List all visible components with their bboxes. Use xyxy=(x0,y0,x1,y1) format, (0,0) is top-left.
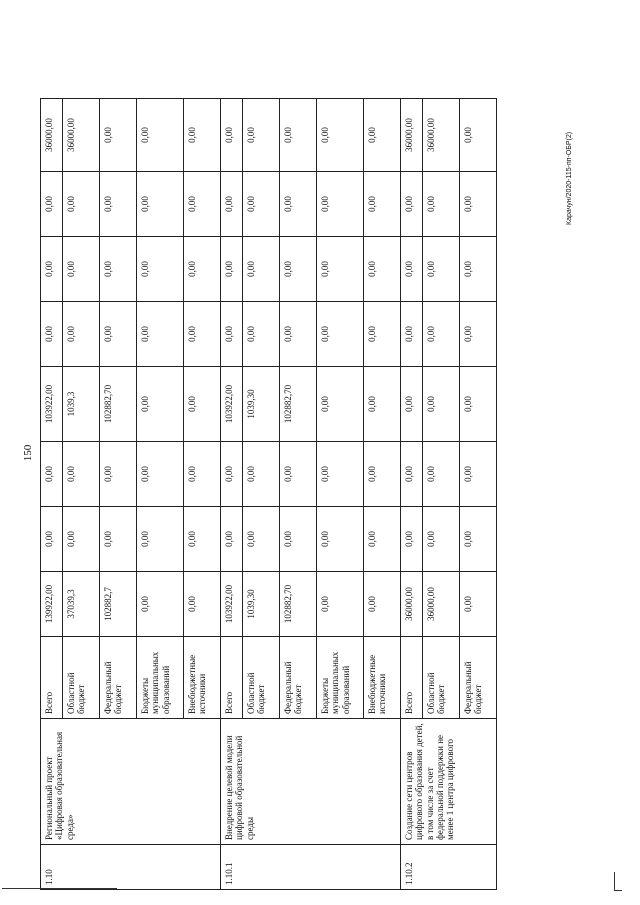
table-row xyxy=(401,99,423,890)
value-cell: 0,00 xyxy=(243,237,280,302)
value-cell: 36000,00 xyxy=(423,99,460,172)
value-cell: 0,00 xyxy=(401,172,423,237)
value-cell: 0,00 xyxy=(364,172,401,237)
footer-bracket-vertical xyxy=(614,872,615,890)
value-cell: 0,00 xyxy=(460,172,497,237)
value-cell: 0,00 xyxy=(221,99,243,172)
value-cell: 36000,00 xyxy=(41,99,63,172)
footer-bracket-horizontal xyxy=(614,890,622,891)
value-cell: 0,00 xyxy=(364,302,401,367)
value-cell: 0,00 xyxy=(401,302,423,367)
value-cell: 0,00 xyxy=(221,507,243,572)
value-cell: 0,00 xyxy=(184,367,221,442)
value-cell: 0,00 xyxy=(137,507,184,572)
value-cell: 0,00 xyxy=(137,99,184,172)
value-cell: 139922,00 xyxy=(41,572,63,637)
value-cell: 103922,00 xyxy=(41,367,63,442)
value-cell: 0,00 xyxy=(63,237,100,302)
funding-source-cell: Всего xyxy=(401,637,423,719)
value-cell: 0,00 xyxy=(41,442,63,507)
value-cell: 0,00 xyxy=(364,442,401,507)
funding-source-cell: Всего xyxy=(221,637,243,719)
funding-source-cell: Всего xyxy=(41,637,63,719)
value-cell: 102882,7 xyxy=(100,572,137,637)
value-cell: 0,00 xyxy=(280,507,317,572)
value-cell: 0,00 xyxy=(401,367,423,442)
value-cell: 1039,3 xyxy=(63,367,100,442)
value-cell: 0,00 xyxy=(423,367,460,442)
value-cell: 36000,00 xyxy=(401,99,423,172)
value-cell: 0,00 xyxy=(423,442,460,507)
value-cell: 0,00 xyxy=(280,442,317,507)
funding-source-cell: Областной бюджет xyxy=(423,637,460,719)
value-cell: 0,00 xyxy=(137,302,184,367)
value-cell: 0,00 xyxy=(280,99,317,172)
value-cell: 1039,30 xyxy=(243,367,280,442)
value-cell: 0,00 xyxy=(401,442,423,507)
section-code-cell: 1.10.1 xyxy=(221,845,401,890)
value-cell: 0,00 xyxy=(460,302,497,367)
value-cell: 0,00 xyxy=(423,237,460,302)
value-cell: 0,00 xyxy=(137,367,184,442)
value-cell: 0,00 xyxy=(401,237,423,302)
value-cell: 0,00 xyxy=(364,507,401,572)
value-cell: 0,00 xyxy=(401,507,423,572)
value-cell: 0,00 xyxy=(41,302,63,367)
value-cell: 0,00 xyxy=(317,442,364,507)
value-cell: 0,00 xyxy=(243,172,280,237)
value-cell: 0,00 xyxy=(41,237,63,302)
value-cell: 36000,00 xyxy=(63,99,100,172)
value-cell: 0,00 xyxy=(460,572,497,637)
value-cell: 0,00 xyxy=(137,442,184,507)
value-cell: 0,00 xyxy=(243,99,280,172)
value-cell: 0,00 xyxy=(423,172,460,237)
funding-source-cell: Внебюджетные источники xyxy=(364,637,401,719)
value-cell: 0,00 xyxy=(63,507,100,572)
value-cell: 0,00 xyxy=(460,237,497,302)
value-cell: 0,00 xyxy=(100,507,137,572)
value-cell: 0,00 xyxy=(460,99,497,172)
value-cell: 0,00 xyxy=(364,572,401,637)
value-cell: 0,00 xyxy=(184,302,221,367)
value-cell: 0,00 xyxy=(100,172,137,237)
funding-source-cell: Федеральный бюджет xyxy=(280,637,317,719)
value-cell: 102882,70 xyxy=(100,367,137,442)
value-cell: 0,00 xyxy=(221,302,243,367)
value-cell: 0,00 xyxy=(317,367,364,442)
funding-source-cell: Внебюджетные источники xyxy=(184,637,221,719)
value-cell: 36000,00 xyxy=(401,572,423,637)
value-cell: 0,00 xyxy=(137,237,184,302)
section-name-cell: Создание сети центров цифрового образования детей, в том числе за счет федеральной поддержки не менее 1 центра цифрового xyxy=(401,719,497,845)
value-cell: 0,00 xyxy=(100,99,137,172)
funding-source-cell: Бюджеты муниципальных образований xyxy=(317,637,364,719)
value-cell: 1039,30 xyxy=(243,572,280,637)
value-cell: 0,00 xyxy=(460,367,497,442)
value-cell: 0,00 xyxy=(317,572,364,637)
value-cell: 0,00 xyxy=(243,302,280,367)
value-cell: 0,00 xyxy=(184,172,221,237)
value-cell: 103922,00 xyxy=(221,367,243,442)
value-cell: 0,00 xyxy=(41,172,63,237)
value-cell: 102882,70 xyxy=(280,572,317,637)
value-cell: 0,00 xyxy=(280,237,317,302)
value-cell: 0,00 xyxy=(317,172,364,237)
funding-source-cell: Федеральный бюджет xyxy=(460,637,497,719)
value-cell: 0,00 xyxy=(184,442,221,507)
section-name-cell: Региональный проект «Цифровая образовательная среда» xyxy=(41,719,221,845)
value-cell: 0,00 xyxy=(423,302,460,367)
value-cell: 0,00 xyxy=(137,572,184,637)
section-code-cell: 1.10.2 xyxy=(401,845,497,890)
funding-source-cell: Областной бюджет xyxy=(63,637,100,719)
budget-table xyxy=(40,98,497,890)
value-cell: 0,00 xyxy=(243,442,280,507)
budget-table-body xyxy=(41,99,497,890)
value-cell: 0,00 xyxy=(63,442,100,507)
value-cell: 0,00 xyxy=(100,442,137,507)
value-cell: 0,00 xyxy=(460,442,497,507)
value-cell: 103922,00 xyxy=(221,572,243,637)
table-row xyxy=(221,99,243,890)
value-cell: 0,00 xyxy=(137,172,184,237)
value-cell: 0,00 xyxy=(317,99,364,172)
table-row xyxy=(41,99,63,890)
value-cell: 0,00 xyxy=(221,237,243,302)
value-cell: 0,00 xyxy=(221,172,243,237)
value-cell: 36000,00 xyxy=(423,572,460,637)
value-cell: 0,00 xyxy=(280,302,317,367)
value-cell: 0,00 xyxy=(460,507,497,572)
value-cell: 0,00 xyxy=(243,507,280,572)
page-number: 150 xyxy=(22,444,34,462)
value-cell: 0,00 xyxy=(184,572,221,637)
value-cell: 0,00 xyxy=(317,302,364,367)
value-cell: 0,00 xyxy=(63,172,100,237)
value-cell: 0,00 xyxy=(423,507,460,572)
value-cell: 0,00 xyxy=(184,237,221,302)
value-cell: 0,00 xyxy=(317,237,364,302)
section-code-cell: 1.10 xyxy=(41,845,221,890)
value-cell: 0,00 xyxy=(364,367,401,442)
value-cell: 0,00 xyxy=(364,237,401,302)
value-cell: 0,00 xyxy=(317,507,364,572)
value-cell: 0,00 xyxy=(280,172,317,237)
value-cell: 0,00 xyxy=(100,237,137,302)
value-cell: 0,00 xyxy=(184,507,221,572)
funding-source-cell: Бюджеты муниципальных образований xyxy=(137,637,184,719)
value-cell: 0,00 xyxy=(184,99,221,172)
value-cell: 0,00 xyxy=(364,99,401,172)
value-cell: 0,00 xyxy=(100,302,137,367)
value-cell: 0,00 xyxy=(41,507,63,572)
footer-line-left xyxy=(2,888,117,889)
section-name-cell: Внедрение целевой модели цифровой образовательной среды xyxy=(221,719,401,845)
value-cell: 0,00 xyxy=(221,442,243,507)
value-cell: 37039,3 xyxy=(63,572,100,637)
document-stamp: Карачун/2020-115-пп-ОБР(2) xyxy=(566,131,573,225)
funding-source-cell: Федеральный бюджет xyxy=(100,637,137,719)
value-cell: 0,00 xyxy=(63,302,100,367)
funding-source-cell: Областной бюджет xyxy=(243,637,280,719)
value-cell: 102882,70 xyxy=(280,367,317,442)
